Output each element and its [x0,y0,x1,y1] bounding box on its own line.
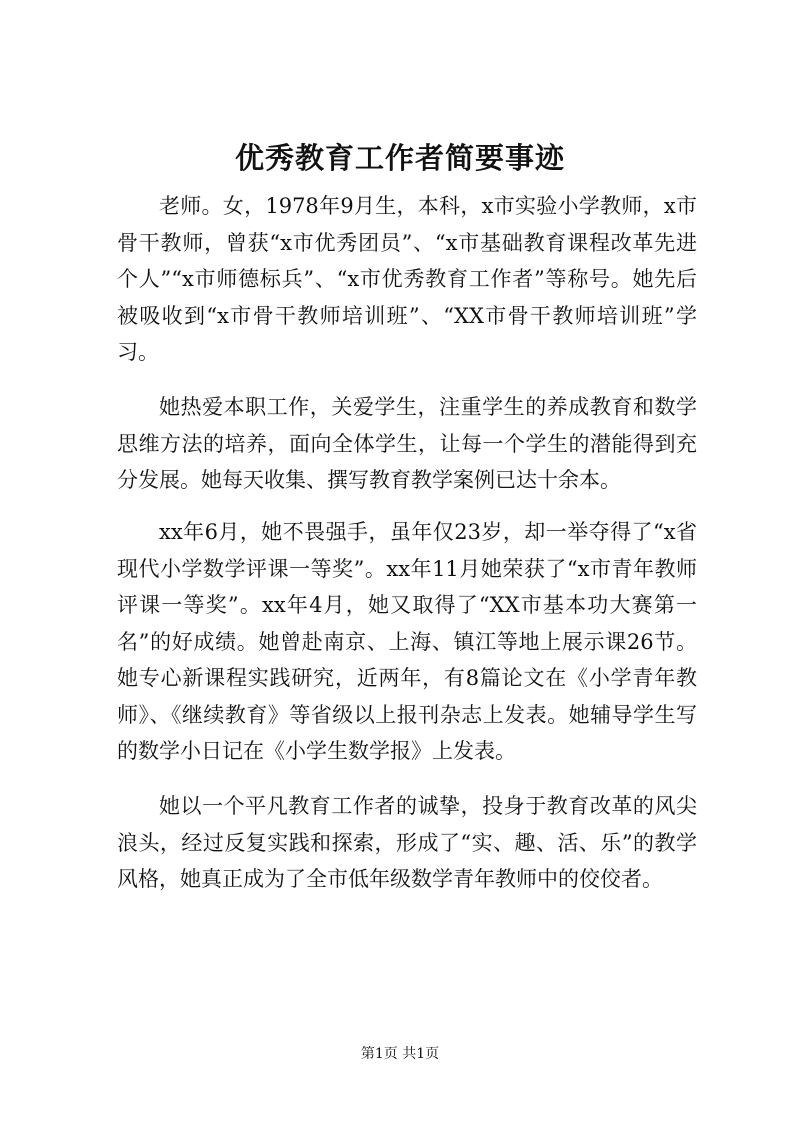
document-title: 优秀教育工作者简要事迹 [234,141,565,175]
paragraph-4: 她以一个平凡教育工作者的诚挚，投身于教育改革的风尖浪头，经过反复实践和探索，形成了“实、趣、活、乐”的教学风格，她真正成为了全市低年级数学青年教师中的佼佼者。 [117,794,697,891]
paragraph-3: xx年6月，她不畏强手，虽年仅23岁，却一举夺得了“x省现代小学数学评课一等奖”。xx年11月她荣获了“x市青年教师评课一等奖”。xx年4月，她又取得了“XX市基本功大赛第一名”的好成绩。她曾赴南京、上海、镇江等地上展示课26节。她专心新课程实践研究，近两年，有8篇论文在《小学青年教师》、《继续教育》等省级以上报刊杂志上发表。她辅导学生写的数学小日记在《小学生数学报》上发表。 [117,520,697,763]
paragraph-2: 她热爱本职工作，关爱学生，注重学生的养成教育和数学思维方法的培养，面向全体学生，让每一个学生的潜能得到充分发展。她每天收集、撰写教育教学案例已达十余本。 [117,395,697,492]
paragraph-1: 老师。女，1978年9月生，本科，x市实验小学教师，x市骨干教师，曾获“x市优秀团员”、“x市基础教育课程改革先进个人”“x市师德标兵”、“x市优秀教育工作者”等称号。她先后被吸收到“x市骨干教师培训班”、“XX市骨干教师培训班”学习。 [117,194,697,364]
page-footer: 第1页 共1页 [360,1046,440,1062]
